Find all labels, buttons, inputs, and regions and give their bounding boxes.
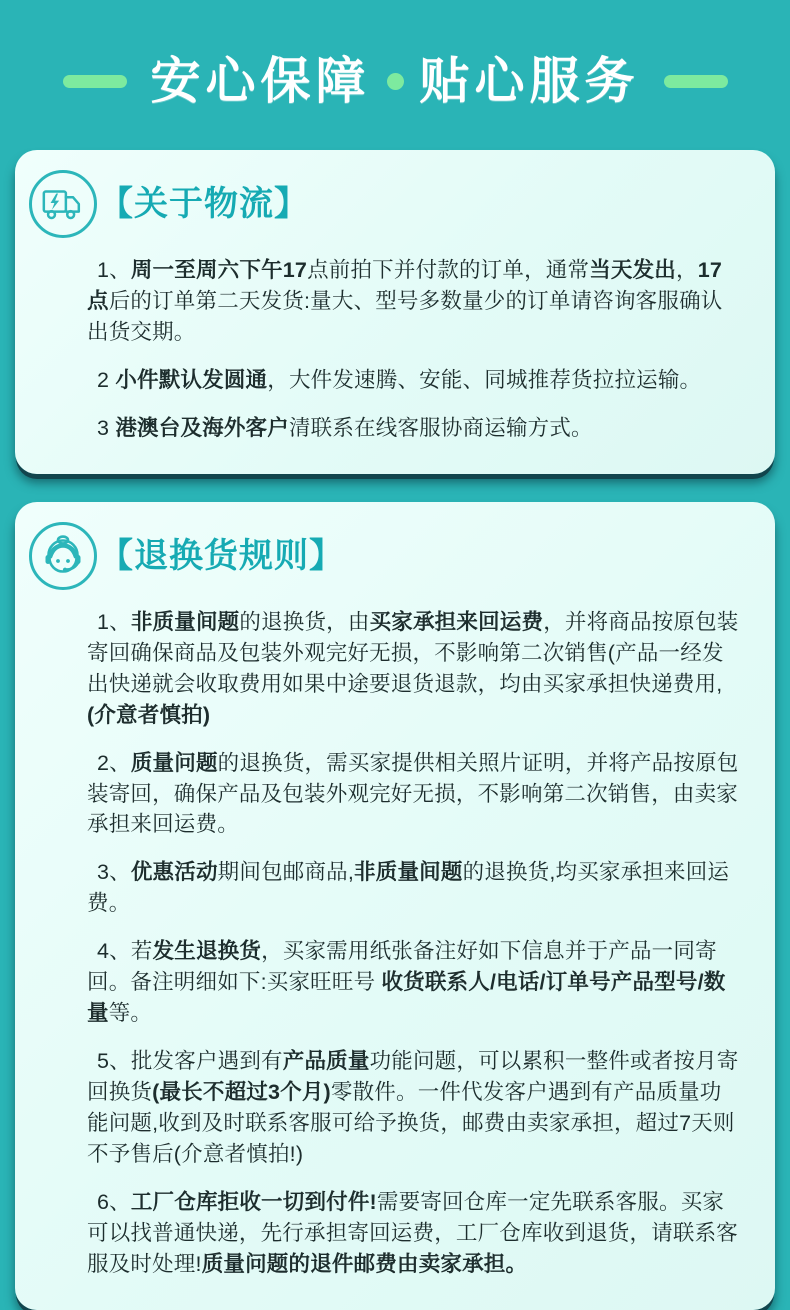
return-policy-item-2: 2、质量问题的退换货，需买家提供相关照片证明，并将产品按原包装寄回，确保产品及包装外观完好无损，不影响第二次销售，由卖家承担来回运费。 bbox=[87, 750, 739, 837]
return-policy-card-header bbox=[29, 522, 741, 590]
page-title-left: 安心保障 bbox=[150, 53, 371, 109]
right-dash-decoration bbox=[664, 75, 728, 88]
return-policy-item-4: 4、若发生退换货，买家需用纸张备注好如下信息并于产品一同寄回。备注明细如下:买家旺旺号 收货联系人/电话/订单号产品型号/数量等。 bbox=[87, 939, 726, 1026]
logistics-item-1: 1、周一至周六下午17点前拍下并付款的订单，通常当天发出，17点后的订单第二天发货:量大、型号多数量少的订单请咨询客服确认出货交期。 bbox=[87, 258, 723, 344]
logistics-card-header bbox=[29, 170, 741, 238]
logistics-card bbox=[15, 150, 775, 474]
return-policy-card bbox=[15, 502, 775, 1310]
return-policy-item-5: 5、批发客户遇到有产品质量功能问题，可以累积一整件或者按月寄回换货(最长不超过3个月)零散件。一件代发客户遇到有产品质量功能问题,收到及时联系客服可给予换货，邮费由卖家承担，超过7天则不予售后(介意者慎拍!) bbox=[87, 1049, 739, 1167]
logistics-item-2: 2 小件默认发圆通，大件发速腾、安能、同城推荐货拉拉运输。 bbox=[97, 367, 702, 392]
customer-service-icon bbox=[29, 522, 97, 590]
delivery-truck-icon bbox=[29, 170, 97, 238]
return-policy-item-1: 1、非质量间题的退换货，由买家承担来回运费，并将商品按原包装寄回确保商品及包装外观完好无损，不影响第二次销售(产品一经发出快递就会收取费用如果中途要退货退款，均由买家承担快递费用,(介意者慎拍) bbox=[87, 609, 739, 727]
page-title bbox=[150, 53, 640, 109]
return-policy-heading: 【退换货规则】 bbox=[99, 536, 344, 575]
return-policy-item-6: 6、工厂仓库拒收一切到付件!需要寄回仓库一定先联系客服。买家可以找普通快递，先行承担寄回运费，工厂仓库收到退货，请联系客服及时处理!质量问题的退件邮费由卖家承担。 bbox=[87, 1190, 739, 1276]
left-dash-decoration bbox=[63, 75, 127, 88]
logistics-heading: 【关于物流】 bbox=[99, 185, 309, 223]
page-title-right: 贴心服务 bbox=[419, 53, 640, 109]
logistics-item-3: 3 港澳台及海外客户清联系在线客服协商运输方式。 bbox=[97, 415, 593, 440]
section-header bbox=[0, 0, 790, 109]
dot-separator-icon bbox=[387, 73, 404, 90]
return-policy-item-3: 3、优惠活动期间包邮商品,非质量间题的退换货,均买家承担来回运费。 bbox=[87, 860, 730, 916]
